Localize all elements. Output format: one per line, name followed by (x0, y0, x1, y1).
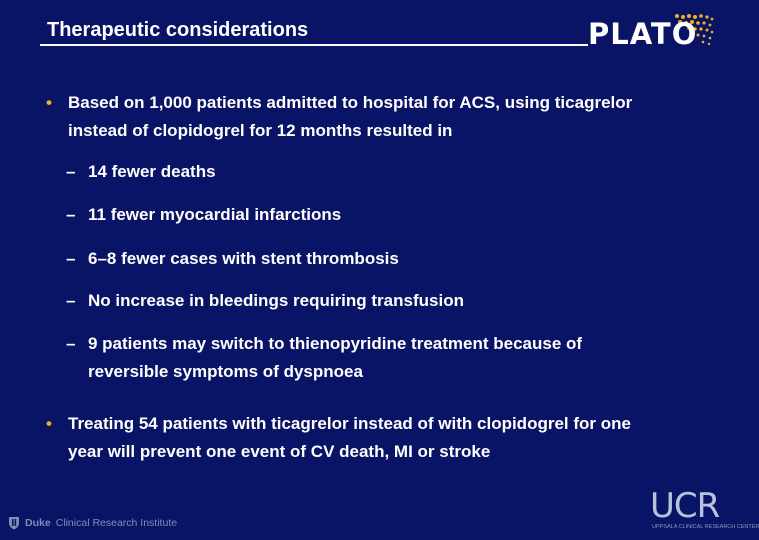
dash-marker: – (66, 291, 76, 310)
sub-item (66, 158, 666, 186)
institute-label: Clinical Research Institute (55, 517, 178, 529)
dash-marker: – (66, 205, 76, 224)
dash-marker: – (66, 334, 76, 353)
sub-item (66, 201, 666, 229)
ucr-subtitle: UPPSALA CLINICAL RESEARCH CENTER (652, 524, 759, 530)
slide-title: Therapeutic considerations (47, 19, 309, 41)
dash-marker: – (66, 162, 76, 181)
sub-item-text: 9 patients may switch to thienopyridine treatment because of reversible symptoms of dyspnoea (88, 334, 583, 381)
ucr-wordmark: UCR (650, 486, 720, 526)
bullet-item (46, 89, 666, 145)
bullet-text: Treating 54 patients with ticagrelor instead of with clopidogrel for one year will prevent one event of CV death, MI or stroke (68, 414, 631, 461)
sub-item-text: 11 fewer myocardial infarctions (88, 205, 342, 224)
sub-item (66, 330, 666, 386)
bullet-marker-icon: • (46, 93, 52, 112)
duke-label: Duke (25, 517, 51, 529)
sub-item-text: No increase in bleedings requiring transfusion (88, 291, 464, 310)
sub-item-text: 14 fewer deaths (88, 162, 216, 181)
bullet-text: Based on 1,000 patients admitted to hospital for ACS, using ticagrelor instead of clopidogrel for 12 months resulted in (68, 93, 633, 140)
duke-shield-icon (8, 516, 20, 530)
dash-marker: – (66, 249, 76, 268)
duke-cri-logo (8, 515, 177, 531)
bullet-item (46, 410, 666, 466)
bullet-marker-icon: • (46, 414, 52, 433)
sub-item (66, 245, 666, 273)
sub-item-text: 6–8 fewer cases with stent thrombosis (88, 249, 399, 268)
logo-wordmark: PLATO (588, 17, 698, 51)
sub-item (66, 287, 666, 315)
ucr-logo (648, 486, 759, 538)
